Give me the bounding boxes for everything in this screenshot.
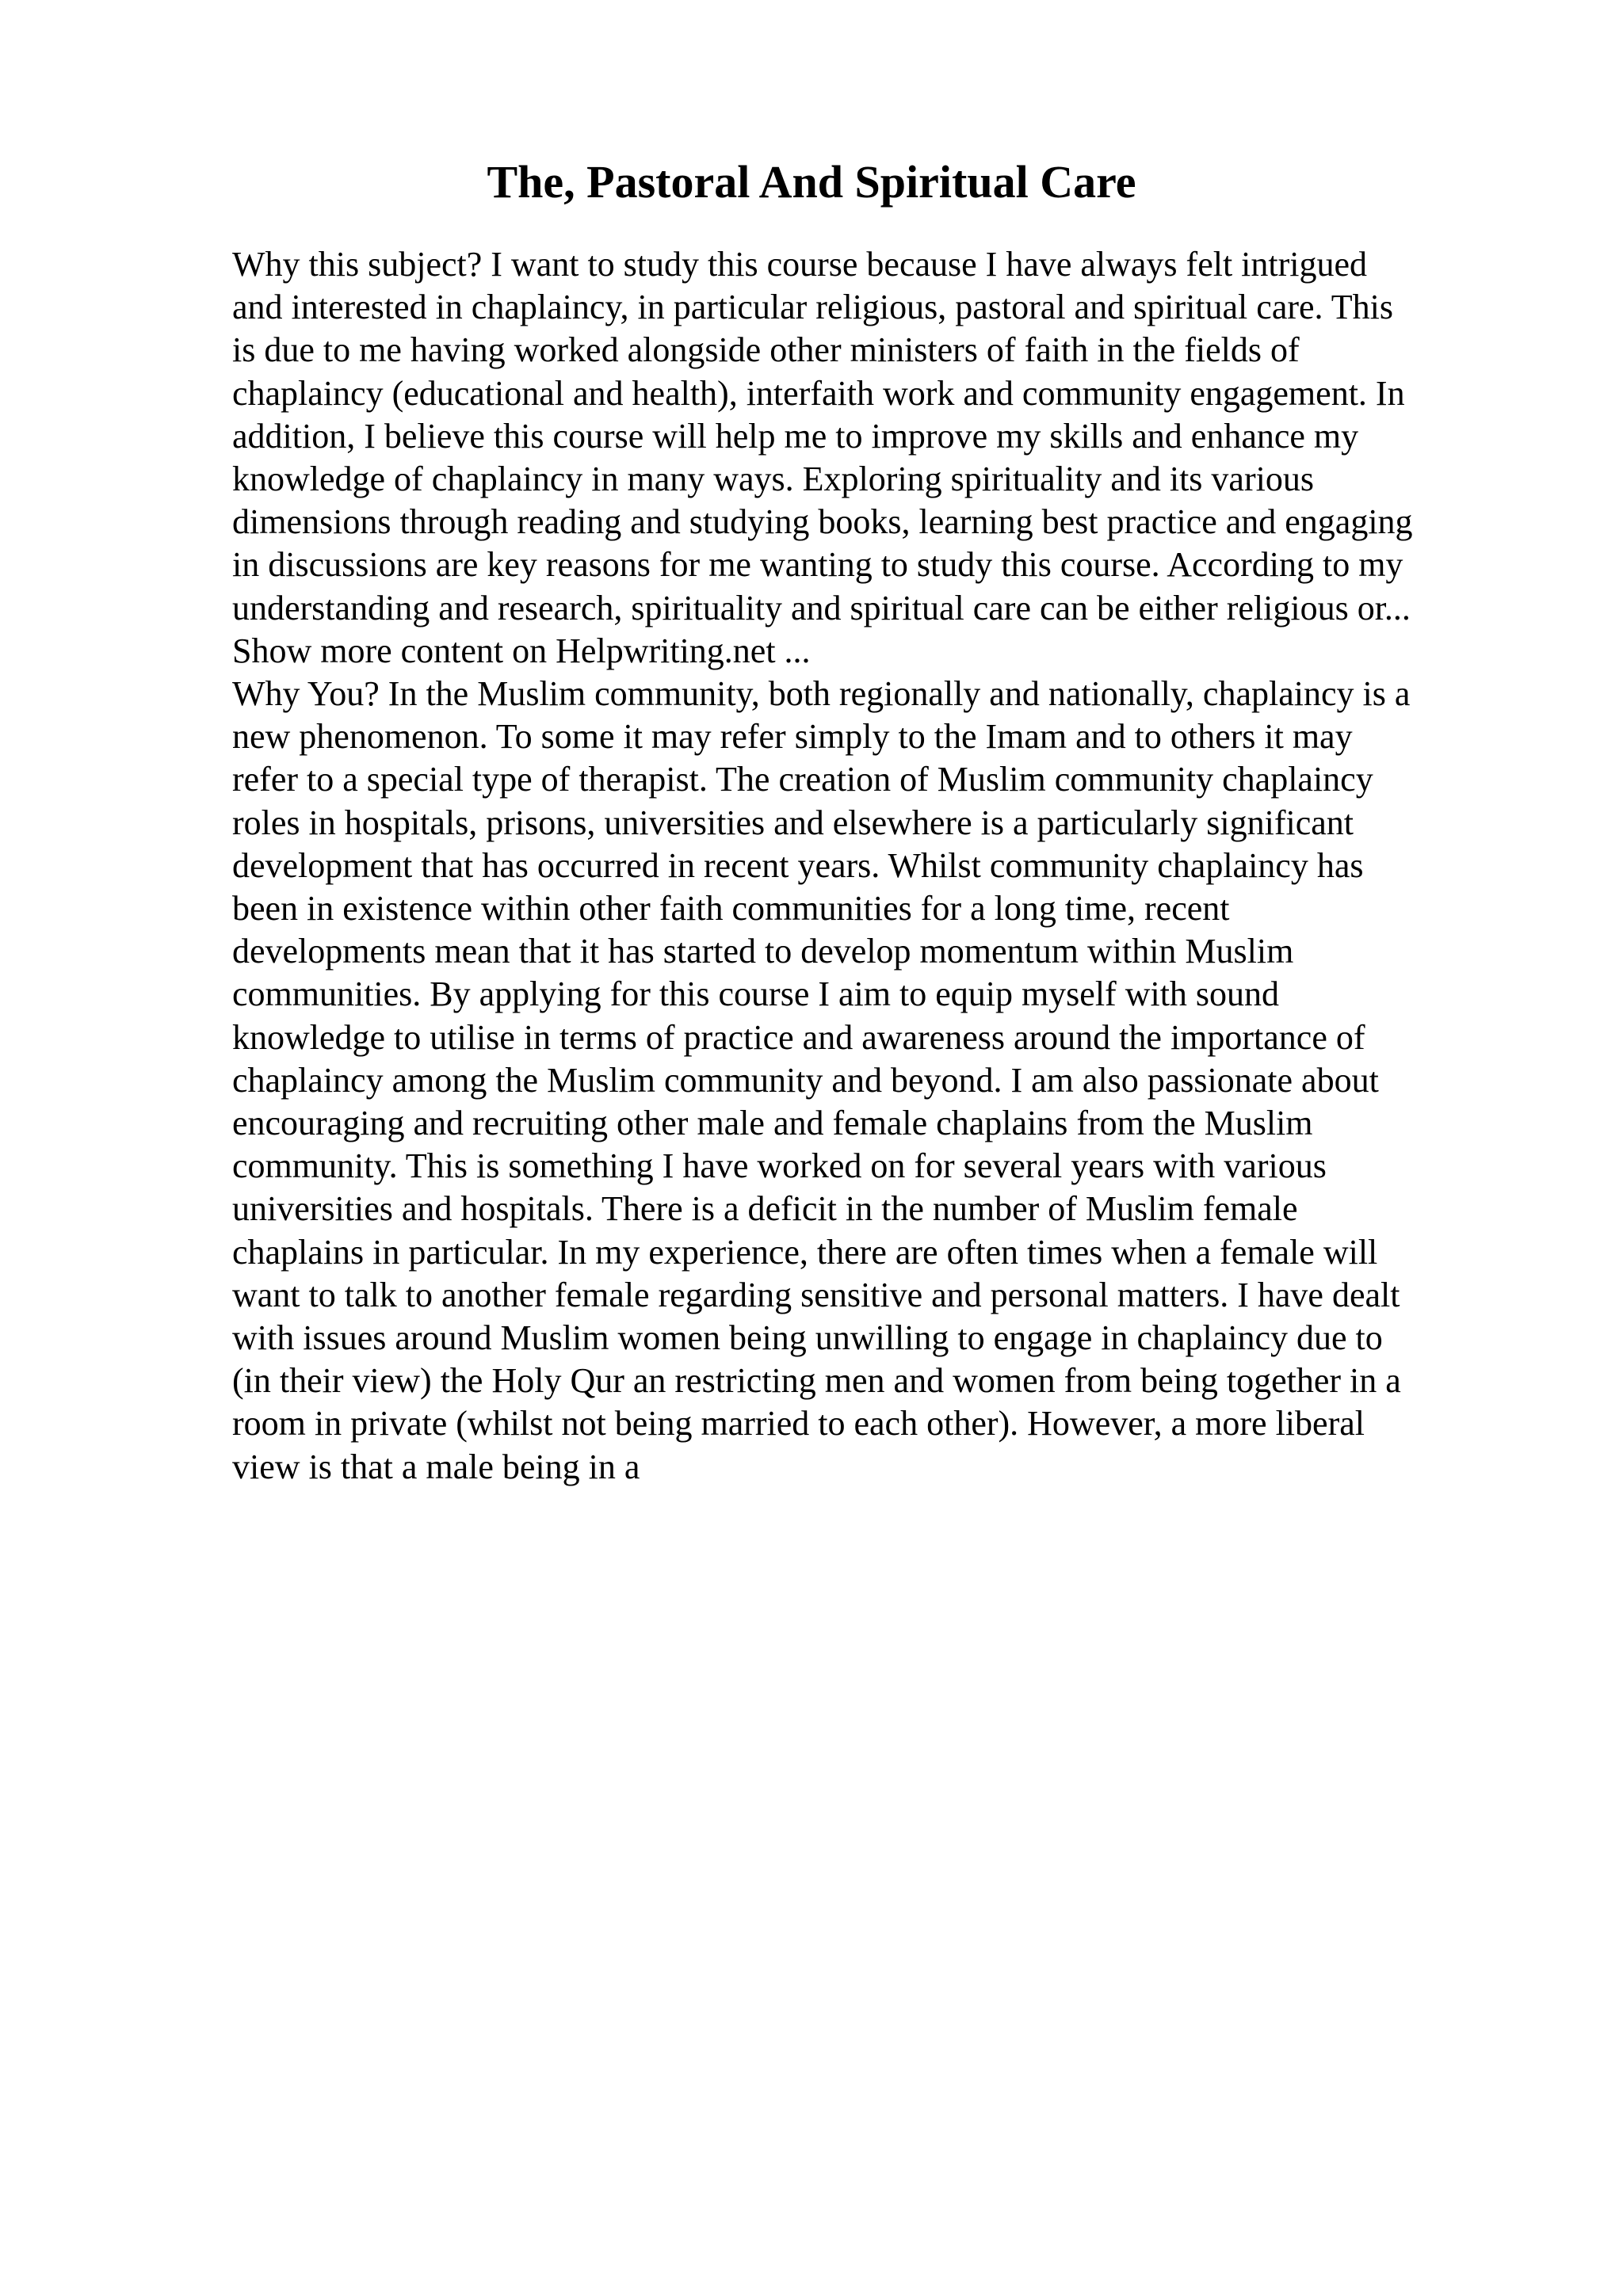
text-line: understanding and research, spirituality and spiritual care can be either religious or... bbox=[232, 588, 1411, 627]
text-line: refer to a special type of therapist. The creation of Muslim community chaplaincy bbox=[232, 760, 1373, 799]
text-line: developments mean that it has started to develop momentum within Muslim bbox=[232, 932, 1294, 971]
text-line: and interested in chaplaincy, in particular religious, pastoral and spiritual care. This bbox=[232, 288, 1393, 327]
text-line: with issues around Muslim women being unwilling to engage in chaplaincy due to bbox=[232, 1318, 1383, 1358]
text-line: view is that a male being in a bbox=[232, 1447, 640, 1486]
text-line: dimensions through reading and studying books, learning best practice and engaging bbox=[232, 502, 1413, 542]
essay-body bbox=[232, 243, 1524, 1489]
text-line: communities. By applying for this course I aim to equip myself with sound bbox=[232, 974, 1280, 1014]
text-line: (in their view) the Holy Qur an restricting men and women from being together in a bbox=[232, 1361, 1401, 1401]
text-line: Why this subject? I want to study this course because I have always felt intrigued bbox=[232, 245, 1368, 284]
text-line: Why You? In the Muslim community, both regionally and nationally, chaplaincy is a bbox=[232, 674, 1411, 714]
text-line: chaplains in particular. In my experience, there are often times when a female will bbox=[232, 1232, 1378, 1272]
text-line: is due to me having worked alongside other ministers of faith in the fields of bbox=[232, 330, 1300, 370]
text-line: encouraging and recruiting other male and female chaplains from the Muslim bbox=[232, 1104, 1313, 1143]
text-line: knowledge to utilise in terms of practice and awareness around the importance of bbox=[232, 1017, 1365, 1057]
text-line: roles in hospitals, prisons, universities and elsewhere is a particularly significant bbox=[232, 803, 1354, 842]
text-line: been in existence within other faith communities for a long time, recent bbox=[232, 889, 1230, 929]
text-line: chaplaincy (educational and health), interfaith work and community engagement. In bbox=[232, 373, 1405, 413]
text-line: addition, I believe this course will help me to improve my skills and enhance my bbox=[232, 416, 1359, 456]
show-more-link[interactable]: Show more content on Helpwriting.net ... bbox=[232, 631, 811, 670]
text-line: community. This is something I have worked on for several years with various bbox=[232, 1146, 1327, 1186]
text-line: new phenomenon. To some it may refer simply to the Imam and to others it may bbox=[232, 717, 1353, 757]
text-line: room in private (whilst not being married to each other). However, a more liberal bbox=[232, 1404, 1365, 1444]
text-line: want to talk to another female regarding sensitive and personal matters. I have dealt bbox=[232, 1275, 1400, 1314]
text-line: chaplaincy among the Muslim community and beyond. I am also passionate about bbox=[232, 1060, 1379, 1100]
page-title: The, Pastoral And Spiritual Care bbox=[487, 156, 1136, 208]
text-line: development that has occurred in recent years. Whilst community chaplaincy has bbox=[232, 845, 1364, 885]
text-line: universities and hospitals. There is a deficit in the number of Muslim female bbox=[232, 1189, 1298, 1229]
text-line: in discussions are key reasons for me wanting to study this course. According to my bbox=[232, 545, 1403, 585]
text-line: knowledge of chaplaincy in many ways. Exploring spirituality and its various bbox=[232, 460, 1314, 499]
